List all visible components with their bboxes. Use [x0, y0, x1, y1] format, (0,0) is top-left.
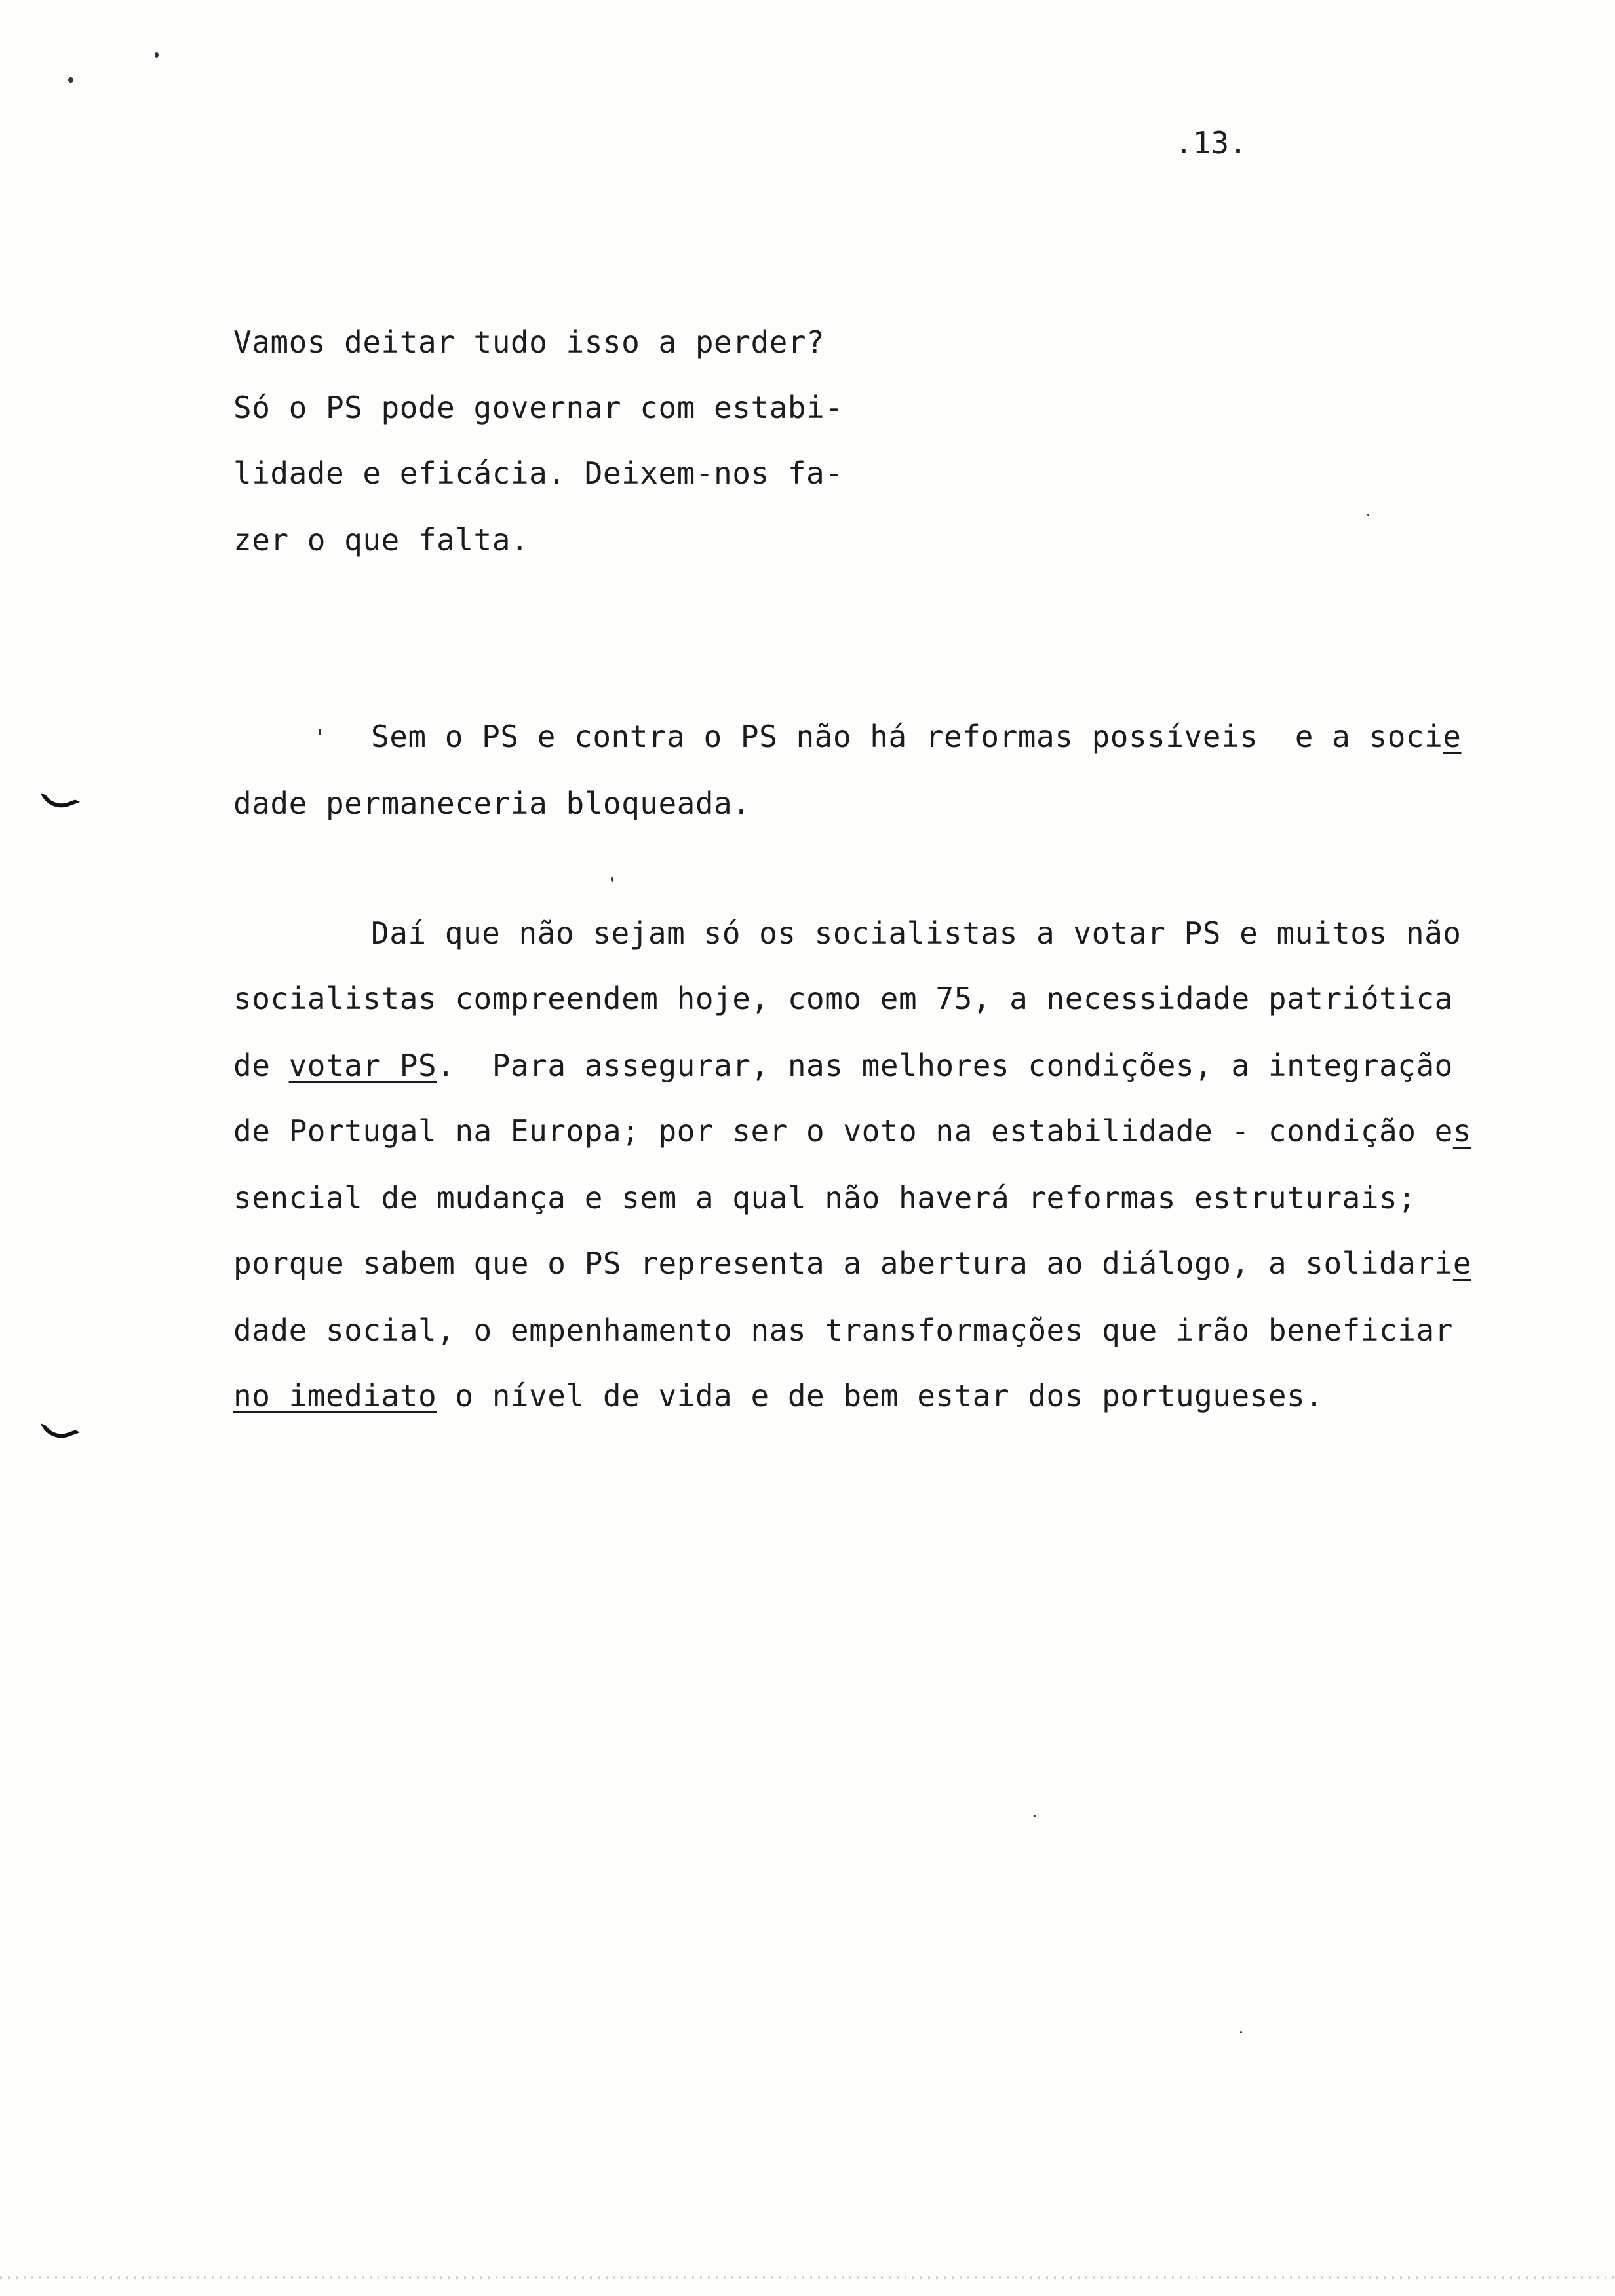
block1-line-4: zer o que falta.: [233, 522, 530, 558]
para3-line-6-pre: porque sabem que o PS representa a abertura ao diálogo, a solidari: [233, 1246, 1453, 1281]
para3-line-5: sencial de mudança e sem a qual não haverá reformas estruturais;: [233, 1180, 1416, 1215]
binder-hole-mark-2: [41, 1411, 80, 1444]
block1-line-3: lidade e eficácia. Deixem-nos fa-: [233, 455, 844, 491]
para3-line-8: [233, 1376, 1323, 1415]
speck: [1240, 2031, 1242, 2033]
speck: [319, 729, 321, 735]
speck: [1367, 514, 1369, 516]
para3-line-7: dade social, o empenhamento nas transformações que irão beneficiar: [233, 1312, 1453, 1348]
para2-line-1-hyphen: e: [1443, 719, 1462, 754]
para3-line-4: [233, 1111, 1471, 1151]
underlined-no-imediato: no imediato: [233, 1378, 437, 1413]
para3-line-4-hyphen: s: [1452, 1113, 1472, 1149]
speck: [68, 77, 73, 83]
para3-line-1: Daí que não sejam só os socialistas a votar PS e muitos não: [371, 915, 1462, 951]
block1-line-1: Vamos deitar tudo isso a perder?: [233, 324, 825, 360]
para2-line-2: dade permaneceria bloqueada.: [233, 786, 751, 821]
speck: [611, 877, 613, 882]
underlined-votar-ps: votar PS: [288, 1048, 437, 1083]
para3-line-2: socialistas compreendem hoje, como em 75, a necessidade patriótica: [233, 981, 1453, 1016]
bottom-edge-noise: [0, 2276, 1615, 2279]
para3-line-6-hyphen: e: [1452, 1246, 1472, 1281]
para3-line-3-post: . Para assegurar, nas melhores condições, a integração: [437, 1048, 1453, 1083]
para3-line-3-pre: de: [233, 1048, 289, 1083]
speck: [155, 52, 159, 58]
para2-line-1-text: Sem o PS e contra o PS não há reformas possíveis e a soci: [371, 719, 1443, 754]
para3-line-4-pre: de Portugal na Europa; por ser o voto na estabilidade - condição e: [233, 1113, 1453, 1149]
para3-line-6: [233, 1244, 1471, 1283]
block1-line-2: Só o PS pode governar com estabi-: [233, 390, 844, 425]
page-number: .13.: [1175, 125, 1247, 161]
para3-line-3: [233, 1046, 1453, 1085]
para3-line-8-post: o nível de vida e de bem estar dos portugueses.: [437, 1378, 1324, 1413]
binder-hole-mark-1: [41, 781, 80, 814]
speck: [1033, 1815, 1036, 1817]
para2-line-1: [371, 717, 1461, 756]
